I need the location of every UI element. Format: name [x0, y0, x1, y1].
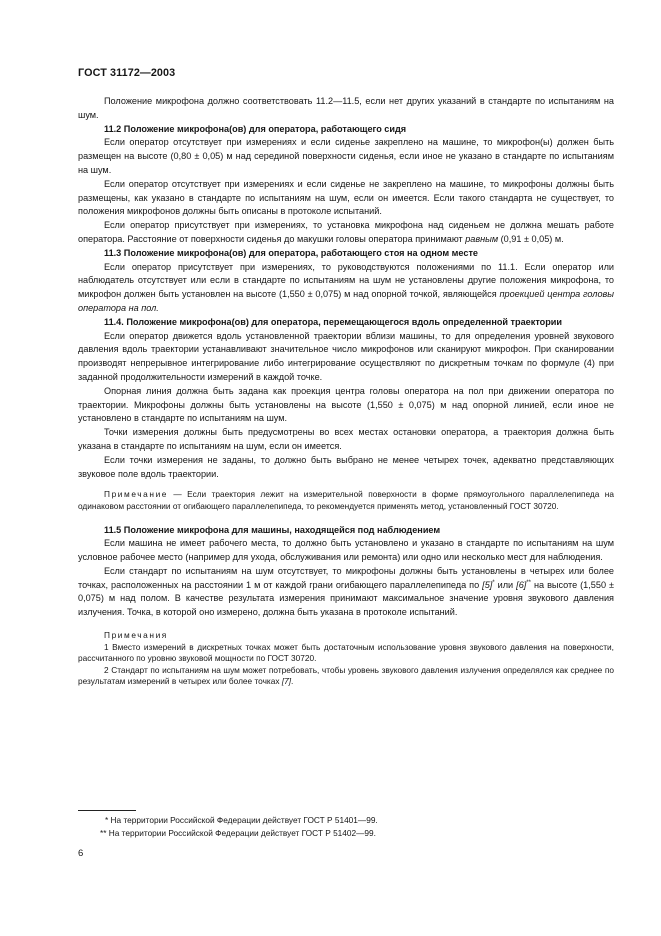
note-item-1: 1 Вместо измерений в дискретных точках может быть достаточным использование уровня звукового давления на поверхности, рассчитанного по уровню звуковой мощности по ГОСТ 30720.	[78, 641, 614, 664]
footnote-divider	[78, 810, 136, 811]
section-heading-11-3: 11.3 Положение микрофона(ов) для оператора, работающего стоя на одном месте	[104, 247, 478, 258]
note-item-2	[78, 665, 614, 688]
footnotes	[78, 814, 614, 840]
text-run: или	[494, 579, 517, 590]
footnote-2: ** На территории Российской Федерации действует ГОСТ Р 51402—99.	[100, 828, 376, 838]
section-heading-11-2: 11.2 Положение микрофона(ов) для оператора, работающего сидя	[104, 123, 407, 134]
text-run: Если стандарт по испытаниям на шум отсутствует, то микрофоны должны быть установлены в четырех или более точках, расположенных на расстоянии 1 м от каждой грани огибающего параллелепипеда по	[78, 565, 614, 590]
paragraph-11-2-b: Если оператор отсутствует при измерениях и если сиденье не закреплено на машине, то микрофоны должны быть размещены, как указано в стандарте по испытаниям на шум, если он имеется. Если такого стандарта не существует, то положения микрофонов должны быть описаны в протоколе испытаний.	[78, 178, 614, 217]
italic-text: проекцией центра головы оператора на пол.	[78, 289, 614, 313]
notes-title: Примечания	[104, 630, 168, 641]
note-block-1	[78, 489, 614, 512]
text-run: Если оператор присутствует при измерениях, то руководствуются положениями по 11.1. Если оператор или наблюдатель отсутствует или если в стандарте по испытаниям на шум не установлены другие положения микрофона, то микрофон должен быть установлен на высоте (1,550 ± 0,075) м над опорной точкой, являющейся	[78, 261, 614, 300]
paragraph-11-2-c	[78, 219, 614, 247]
section-heading-11-4: 11.4. Положение микрофона(ов) для оператора, перемещающегося вдоль определенной траектории	[104, 316, 563, 327]
reference-7: [7]	[281, 676, 292, 687]
paragraph-11-4-d: Если точки измерения не заданы, то должно быть выбрано не менее четырех точек, адекватно представляющих звуковое поле вдоль траектории.	[78, 454, 614, 479]
footnote-1: * На территории Российской Федерации действует ГОСТ Р 51401—99.	[105, 815, 378, 825]
text-run: .	[291, 676, 294, 687]
text-run: (0,91 ± 0,05) м.	[498, 233, 564, 244]
paragraph-11-5-a: Если машина не имеет рабочего места, то должно быть установлено и указано в стандарте по испытаниям на шум условное рабочее место (например для ухода, обслуживания или ремонта) или одно или несколько мест для наблюдения.	[78, 538, 614, 563]
footnote-mark-1: *	[492, 579, 495, 586]
paragraph-intro: Положение микрофона должно соответствовать 11.2—11.5, если нет других указаний в стандарте по испытаниям на шум.	[78, 96, 614, 120]
reference-5: [5]	[482, 579, 493, 590]
paragraph-11-4-a: Если оператор движется вдоль установленной траектории вблизи машины, то для определения уровней звукового давления вдоль траектории устанавливают значительное число микрофонов или сканируют микрофон. При сканировании производят непрерывное интегрирование либо интегрирование осуществляют по дискретным точкам по формуле (4) при заданной продолжительности измерений в каждой точке.	[78, 330, 614, 382]
text-run: на высоте (1,550 ± 0,075) м над полом. В качестве результата измерения принимают максимальное значение уровня звукового давления излучения. Точка, в которой оно измерено, должна быть указана в протоколе испытаний.	[78, 579, 615, 618]
note-label: Примечание	[104, 489, 169, 500]
paragraph-11-2-a: Если оператор отсутствует при измерениях и если сиденье закреплено на машине, то микрофон(ы) должен быть размещен на высоте (0,80 ± 0,05) м над серединой поверхности сиденья, если иное не указано в стандарте по испытаниям на шум.	[78, 137, 614, 175]
paragraph-11-4-c: Точки измерения должны быть предусмотрены во всех местах остановки оператора, а траектория должна быть указана в стандарте по испытаниям на шум, если он имеется.	[78, 427, 614, 451]
main-content	[78, 95, 614, 688]
reference-6: [6]	[516, 579, 527, 590]
footnote-mark-2: **	[526, 579, 531, 586]
paragraph-11-3	[78, 261, 614, 316]
text-run: Если оператор присутствует при измерениях, то установка микрофона над сиденьем не должна мешать работе оператора. Расстояние от поверхности сиденья до макушки головы оператора принимают	[78, 220, 614, 244]
italic-text: равным	[465, 233, 499, 244]
document-header: ГОСТ 31172—2003	[78, 67, 176, 79]
section-heading-11-5: 11.5 Положение микрофона для машины, находящейся под наблюдением	[104, 524, 441, 535]
page-number: 6	[78, 848, 84, 859]
paragraph-11-5-b	[78, 565, 614, 620]
text-run: 2 Стандарт по испытаниям на шум может потребовать, чтобы уровень звукового давления излучения определялся как среднее по результатам измерений в четырех или более точках	[78, 664, 614, 687]
paragraph-11-4-b: Опорная линия должна быть задана как проекция центра головы оператора на пол при движении оператора по траектории. Микрофоны должны быть установлены на высоте (1,550 ± 0,075) м над опорной линией, если иное не установлено в стандарте по испытаниям на шум.	[78, 385, 614, 424]
note-text: — Если траектория лежит на измерительной поверхности в форме прямоугольного параллелепипеда на одинаковом расстоянии от огибающего параллелепипеда, то рекомендуется применять метод, установленный ГОСТ 30720.	[78, 489, 614, 511]
